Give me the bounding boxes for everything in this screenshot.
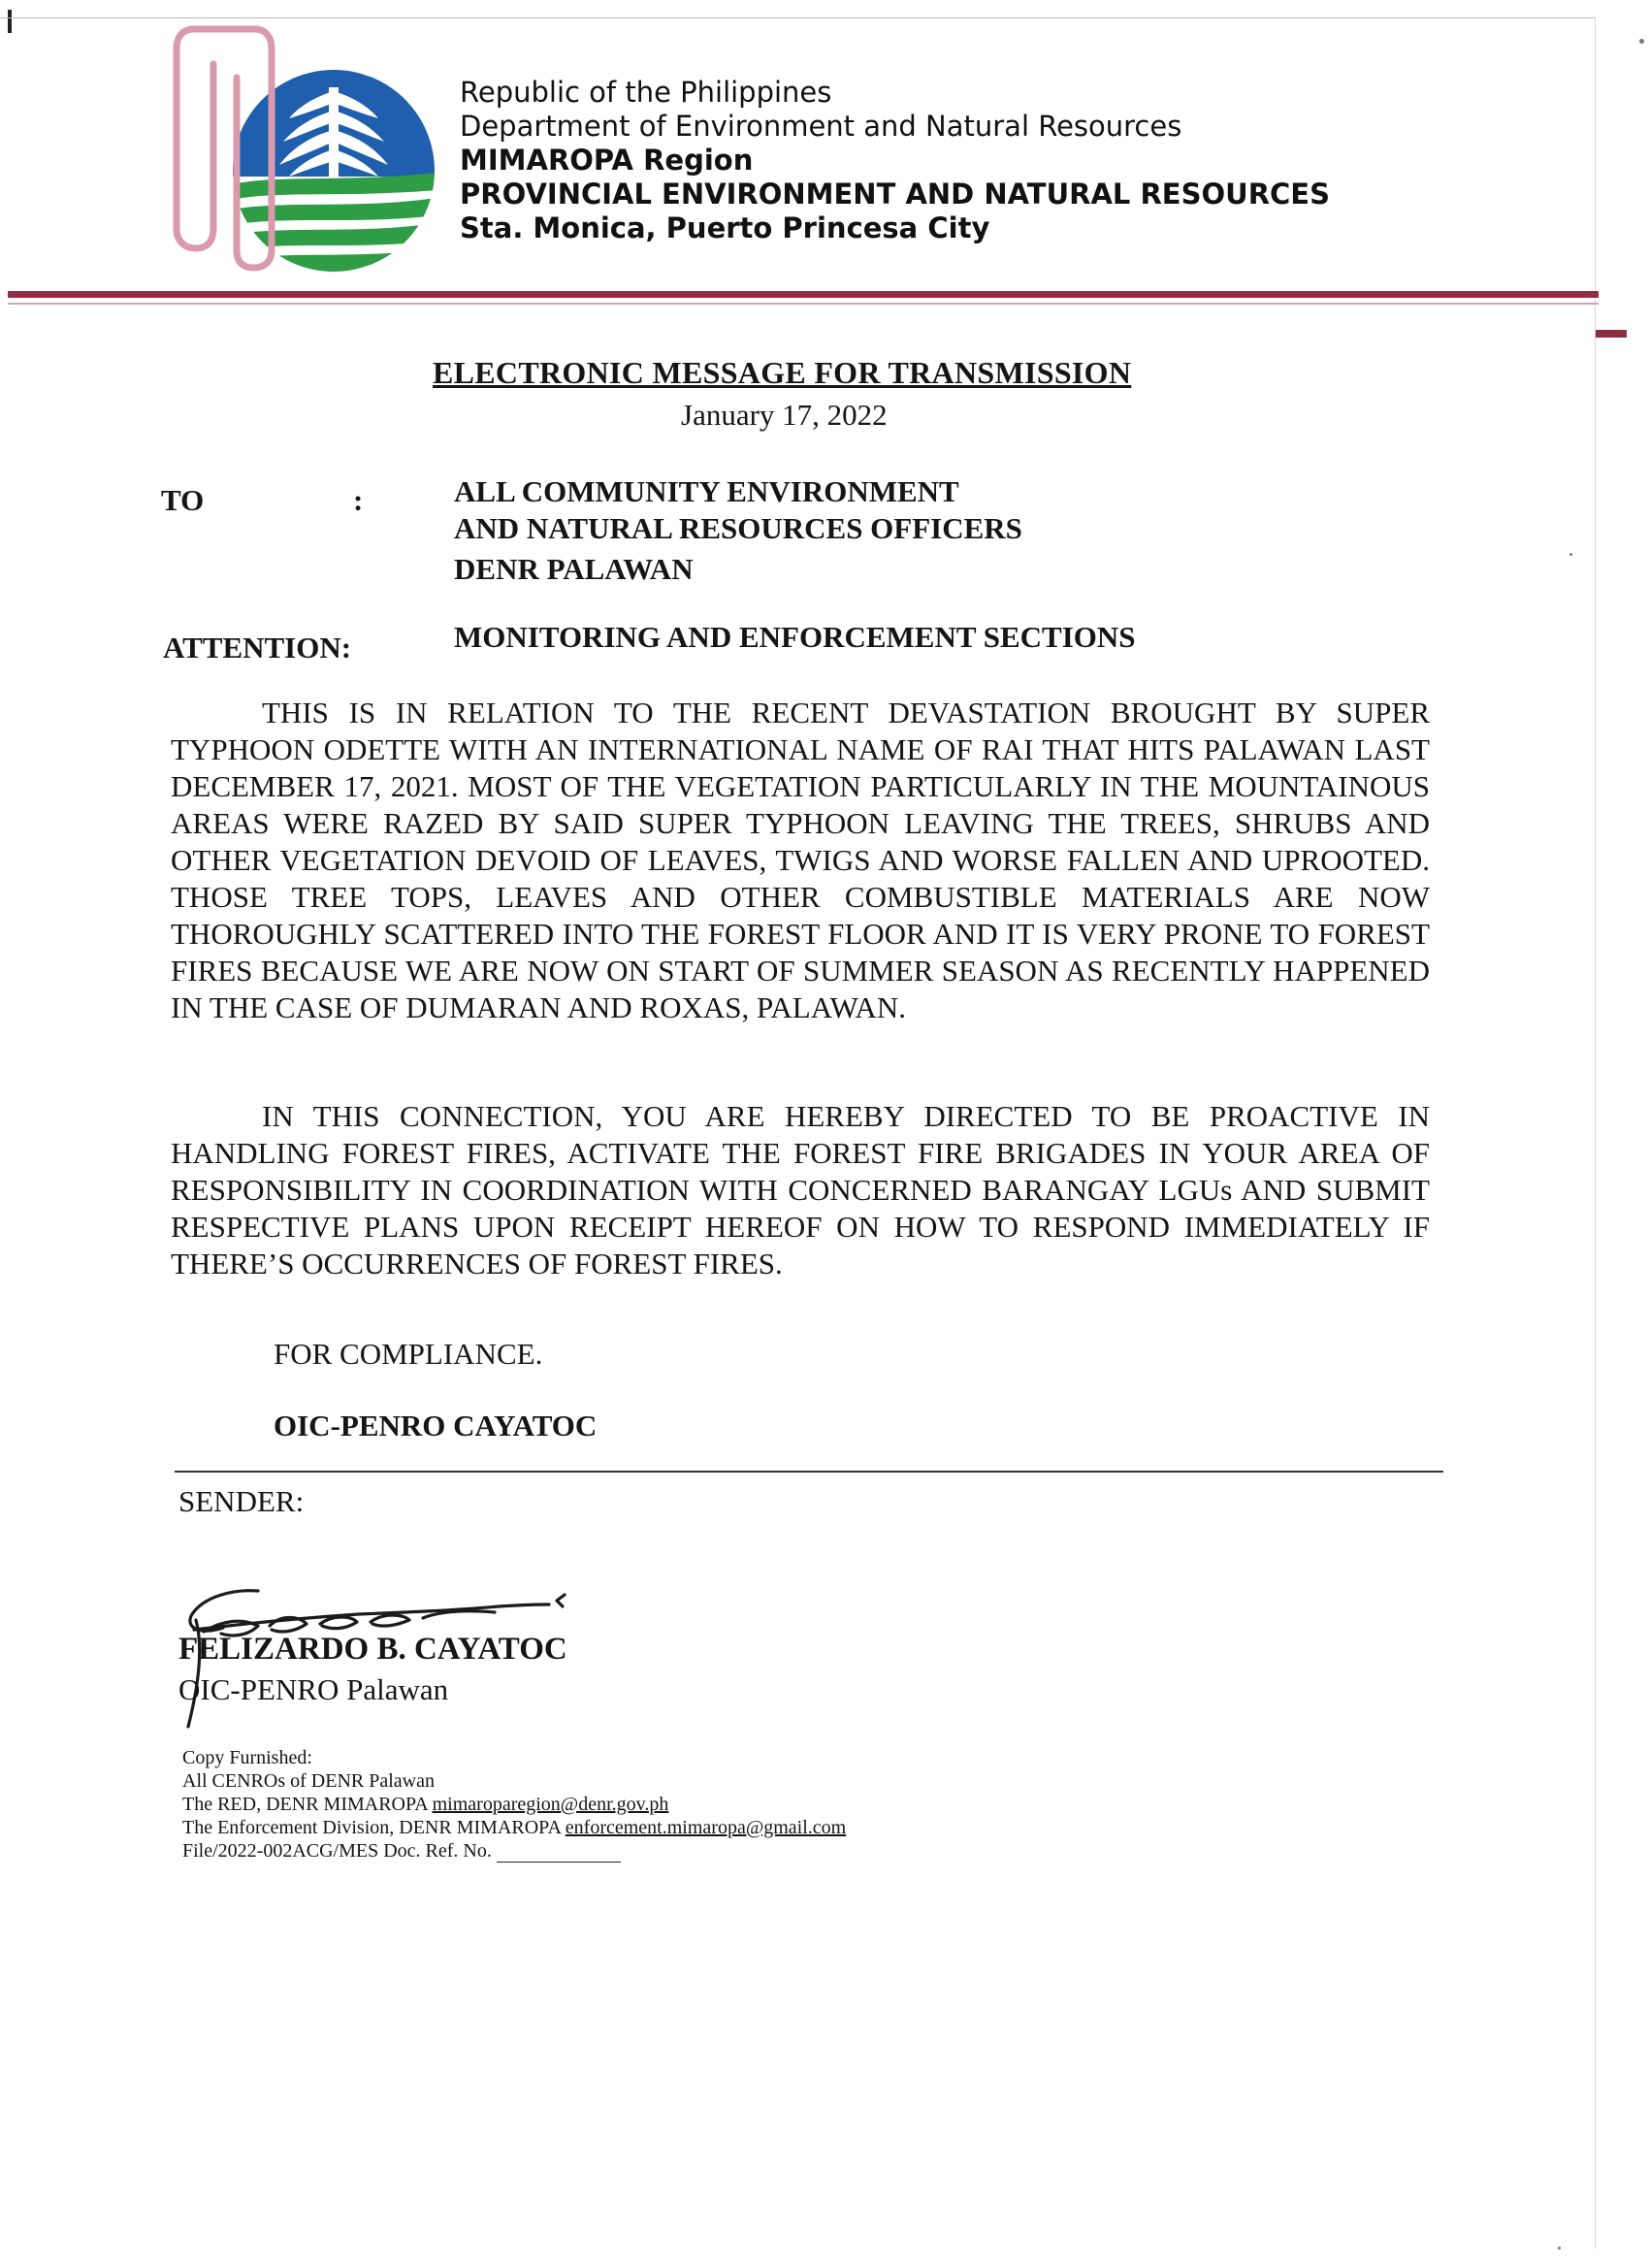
to-recipient-line-3: DENR PALAWAN [454, 552, 694, 586]
copy-furnished-line-2-text: The RED, DENR MIMAROPA [182, 1794, 433, 1815]
document-title: ELECTRONIC MESSAGE FOR TRANSMISSION [433, 355, 1132, 390]
letterhead-rule [8, 291, 1599, 298]
scan-edge-right [1595, 17, 1596, 2249]
doc-ref-blank [497, 1844, 621, 1863]
attention-label: ATTENTION: [163, 631, 352, 664]
copy-furnished-line-3-text: The Enforcement Division, DENR MIMAROPA [182, 1817, 566, 1838]
scan-speck [1558, 2247, 1561, 2250]
body-paragraph-2 [171, 1098, 1430, 1282]
to-recipient-line-2: AND NATURAL RESOURCES OFFICERS [454, 511, 1022, 545]
copy-furnished-line-3 [182, 1816, 846, 1839]
signer-title: OIC-PENRO Palawan [178, 1672, 449, 1706]
letterhead-department: Department of Environment and Natural Resources [460, 110, 1182, 143]
copy-furnished-line-4-text: File/2022-002ACG/MES Doc. Ref. No. [182, 1840, 497, 1862]
sender-label: SENDER: [178, 1484, 305, 1518]
body-paragraph-1 [171, 695, 1430, 1026]
to-colon: : [353, 483, 364, 517]
scan-edge-mark [8, 10, 12, 33]
sender-divider [175, 1471, 1443, 1473]
letterhead [460, 76, 1330, 245]
body-paragraph-1-text: THIS IS IN RELATION TO THE RECENT DEVASTATION BROUGHT BY SUPER TYPHOON ODETTE WITH AN INTERNATIONAL NAME OF RAI THAT HITS PALAWAN LAST DECEMBER 17, 2021. MOST OF THE VEGETATION PARTICULARLY IN THE MOUNTAINOUS AREAS WERE RAZED BY SAID SUPER TYPHOON LEAVING THE TREES, SHRUBS AND OTHER VEGETATION DEVOID OF LEAVES, TWIGS AND WORSE FALLEN AND UPROOTED. THOSE TREE TOPS, LEAVES AND OTHER COMBUSTIBLE MATERIALS ARE NOW THOROUGHLY SCATTERED INTO THE FOREST FLOOR AND IT IS VERY PRONE TO FOREST FIRES BECAUSE WE ARE NOW ON START OF SUMMER SEASON AS RECENTLY HAPPENED IN THE CASE OF DUMARAN AND ROXAS, PALAWAN. [171, 696, 1430, 1024]
copy-furnished-line-2 [182, 1793, 846, 1816]
document-date: January 17, 2022 [681, 398, 888, 432]
copy-furnished-line-1: All CENROs of DENR Palawan [182, 1770, 435, 1792]
email-link-red[interactable]: mimaroparegion@denr.gov.ph [432, 1794, 669, 1815]
copy-furnished-line-4 [182, 1839, 846, 1863]
email-link-enforcement[interactable]: enforcement.mimaropa@gmail.com [565, 1817, 847, 1838]
letterhead-rule-edge [1596, 330, 1627, 338]
copy-furnished-heading: Copy Furnished: [182, 1747, 312, 1768]
scan-edge-top [0, 17, 1596, 18]
attention-value: MONITORING AND ENFORCEMENT SECTIONS [454, 620, 1136, 654]
scan-speck [1569, 553, 1572, 556]
to-label: TO [161, 483, 205, 517]
for-compliance: FOR COMPLIANCE. [274, 1337, 543, 1371]
letterhead-office: PROVINCIAL ENVIRONMENT AND NATURAL RESOURCES [460, 178, 1331, 211]
scan-speck [1639, 39, 1644, 44]
oic-line: OIC-PENRO CAYATOC [274, 1409, 598, 1442]
letterhead-rule-thin [8, 303, 1599, 305]
body-paragraph-2-text: IN THIS CONNECTION, YOU ARE HEREBY DIRECTED TO BE PROACTIVE IN HANDLING FOREST FIRES, ACTIVATE THE FOREST FIRE BRIGADES IN YOUR AREA OF RESPONSIBILITY IN COORDINATION WITH CONCERNED BARANGAY LGUs AND SUBMIT RESPECTIVE PLANS UPON RECEIPT HEREOF ON HOW TO RESPOND IMMEDIATELY IF THERE’S OCCURRENCES OF FOREST FIRES. [171, 1099, 1430, 1280]
paper-clip-icon [165, 19, 281, 272]
letterhead-address: Sta. Monica, Puerto Princesa City [460, 211, 990, 244]
copy-furnished-block [182, 1746, 846, 1863]
to-recipient-line-1: ALL COMMUNITY ENVIRONMENT [454, 474, 959, 508]
signer-name: FELIZARDO B. CAYATOC [178, 1632, 567, 1667]
letterhead-country: Republic of the Philippines [460, 76, 832, 109]
letterhead-region: MIMAROPA Region [460, 144, 754, 177]
